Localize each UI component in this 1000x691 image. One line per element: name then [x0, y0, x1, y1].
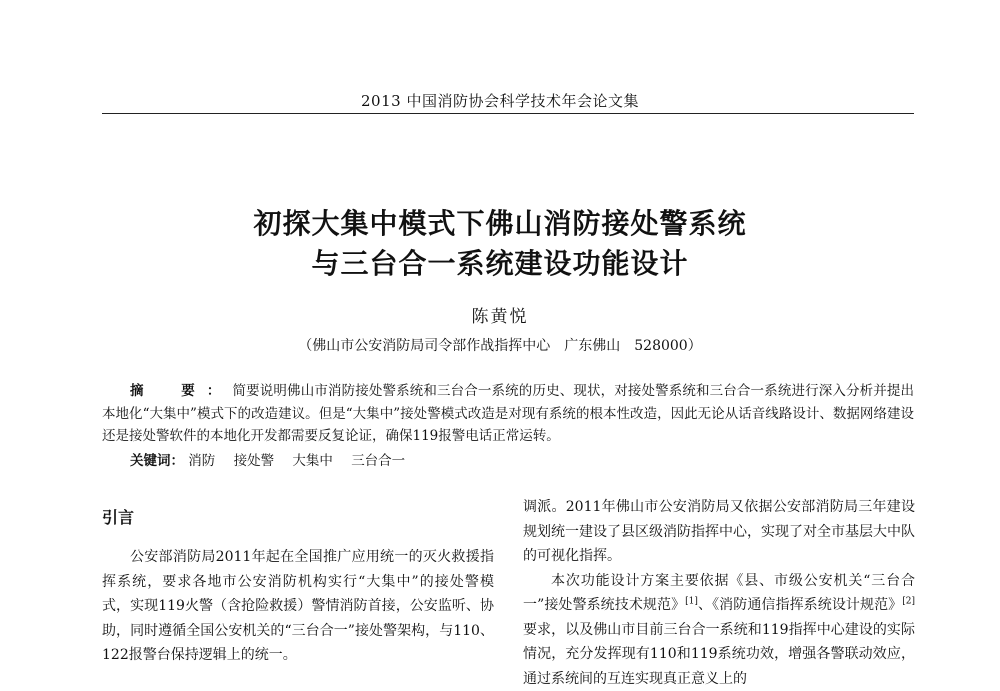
keyword: 接处警: [234, 453, 275, 469]
keyword: 大集中: [292, 453, 333, 469]
left-column: [102, 507, 494, 668]
keywords: [130, 450, 419, 472]
right-paragraph-2: [523, 569, 915, 691]
abstract-label: 摘 要：: [130, 383, 233, 399]
intro-paragraph: 公安部消防局2011年起在全国推广应用统一的灭火救援指挥系统，要求各地市公安消防机构实行“大集中”的接处警模式，实现119火警（含抢险救援）警情消防首接，公安监听、协助，同时遵循全国公安机关的“三台合一”接处警架构，与110、122报警台保持逻辑上的统一。: [102, 545, 494, 668]
section-heading-intro: 引言: [102, 507, 494, 529]
right-paragraph-2-part-c: 要求，以及佛山市目前三台合一系统和119指挥中心建设的实际情况，充分发挥现有110和119系统功效，增强各警联动效应，通过系统间的互连实现真正意义上的: [523, 622, 915, 687]
citation-2: [2]: [902, 596, 915, 606]
affiliation: （佛山市公安消防局司令部作战指挥中心 广东佛山 528000）: [0, 335, 1000, 355]
running-head: 2013 中国消防协会科学技术年会论文集: [0, 90, 1000, 111]
keyword: 三台合一: [351, 453, 405, 469]
keyword: 消防: [188, 453, 215, 469]
author: 陈黄悦: [0, 302, 1000, 327]
abstract-text: 简要说明佛山市消防接处警系统和三台合一系统的历史、现状，对接处警系统和三台合一系统进行深入分析并提出本地化“大集中”模式下的改造建议。但是“大集中”接处警模式改造是对现有系统的根本性改造，因此无论从话音线路设计、数据网络建设还是接处警软件的本地化开发都需要反复论证，确保119报警电话正常运转。: [102, 383, 914, 444]
header-rule: [102, 113, 914, 114]
abstract: [102, 380, 914, 448]
right-column: [523, 495, 915, 691]
paper-title-line-1: 初探大集中模式下佛山消防接处警系统: [0, 202, 1000, 242]
citation-1: [1]: [685, 596, 698, 606]
right-paragraph-1: 调派。2011年佛山市公安消防局又依据公安部消防局三年建设规划统一建设了县区级消防指挥中心，实现了对全市基层大中队的可视化指挥。: [523, 495, 915, 569]
right-paragraph-2-part-a: 本次功能设计方案主要依据《县、市级公安机关“三台合一”接处警系统技术规范》: [523, 573, 915, 614]
paper-title-line-2: 与三台合一系统建设功能设计: [0, 242, 1000, 282]
right-paragraph-2-part-b: 、《消防通信指挥系统设计规范》: [698, 597, 902, 613]
keywords-label: 关键词：: [130, 453, 184, 469]
